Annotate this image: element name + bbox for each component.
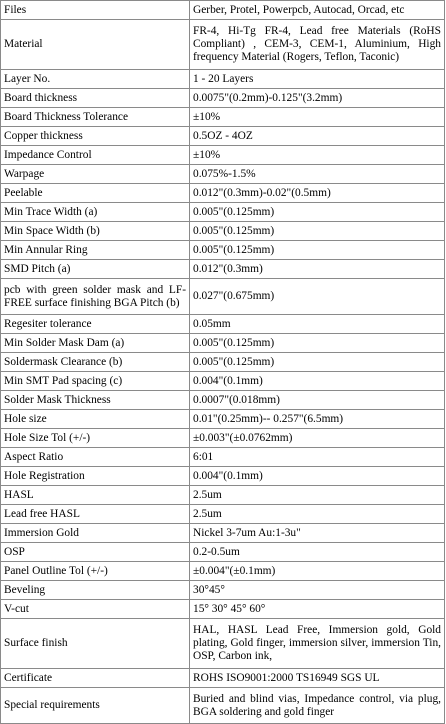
row-label: Certificate	[1, 669, 190, 688]
table-row	[1, 241, 445, 260]
row-value: 0.027"(0.675mm)	[190, 279, 445, 315]
row-label: pcb with green solder mask and LF-FREE surface finishing BGA Pitch (b)	[1, 279, 190, 315]
row-label: Min Solder Mask Dam (a)	[1, 334, 190, 353]
table-row	[1, 669, 445, 688]
row-label: V-cut	[1, 600, 190, 619]
row-label: Regesiter tolerance	[1, 315, 190, 334]
table-row	[1, 562, 445, 581]
row-label: Hole Registration	[1, 467, 190, 486]
row-label: Copper thickness	[1, 127, 190, 146]
table-row	[1, 260, 445, 279]
row-value: ±10%	[190, 146, 445, 165]
row-label: Lead free HASL	[1, 505, 190, 524]
row-value: 2.5um	[190, 505, 445, 524]
row-value: 15° 30° 45° 60°	[190, 600, 445, 619]
table-row	[1, 203, 445, 222]
row-value: 0.005"(0.125mm)	[190, 353, 445, 372]
table-row	[1, 619, 445, 669]
row-label: Beveling	[1, 581, 190, 600]
row-value: ROHS ISO9001:2000 TS16949 SGS UL	[190, 669, 445, 688]
table-row	[1, 334, 445, 353]
row-value: 0.01"(0.25mm)-- 0.257"(6.5mm)	[190, 410, 445, 429]
row-value: 1 - 20 Layers	[190, 70, 445, 89]
row-value: Buried and blind vias, Impedance control, via plug, BGA soldering and gold finger	[190, 688, 445, 724]
row-label: Min Trace Width (a)	[1, 203, 190, 222]
row-label: Impedance Control	[1, 146, 190, 165]
table-row	[1, 467, 445, 486]
table-row	[1, 315, 445, 334]
row-value: 2.5um	[190, 486, 445, 505]
table-row	[1, 184, 445, 203]
table-row	[1, 688, 445, 724]
row-label: Files	[1, 1, 190, 20]
table-row	[1, 600, 445, 619]
table-row	[1, 581, 445, 600]
row-value: Nickel 3-7um Au:1-3u"	[190, 524, 445, 543]
row-value: 0.012"(0.3mm)	[190, 260, 445, 279]
table-row	[1, 127, 445, 146]
row-value: 30°45°	[190, 581, 445, 600]
row-label: Solder Mask Thickness	[1, 391, 190, 410]
table-row	[1, 89, 445, 108]
row-value: 0.0075"(0.2mm)-0.125"(3.2mm)	[190, 89, 445, 108]
row-label: Min Annular Ring	[1, 241, 190, 260]
row-label: HASL	[1, 486, 190, 505]
table-row	[1, 524, 445, 543]
table-row	[1, 505, 445, 524]
table-row	[1, 410, 445, 429]
table-row	[1, 1, 445, 20]
row-value: ±0.003"(±0.0762mm)	[190, 429, 445, 448]
row-label: Hole Size Tol (+/-)	[1, 429, 190, 448]
row-label: Board thickness	[1, 89, 190, 108]
row-label: SMD Pitch (a)	[1, 260, 190, 279]
table-row	[1, 222, 445, 241]
table-row	[1, 70, 445, 89]
row-label: Panel Outline Tol (+/-)	[1, 562, 190, 581]
table-row	[1, 108, 445, 127]
row-value: 0.005"(0.125mm)	[190, 203, 445, 222]
row-value: HAL, HASL Lead Free, Immersion gold, Gold plating, Gold finger, immersion silver, immersion Tin, OSP, Carbon ink,	[190, 619, 445, 669]
row-label: Warpage	[1, 165, 190, 184]
row-label: OSP	[1, 543, 190, 562]
row-value: FR-4, Hi-Tg FR-4, Lead free Materials (RoHS Compliant) , CEM-3, CEM-1, Aluminium, High frequency Material (Rogers, Teflon, Taconic)	[190, 20, 445, 70]
spec-table-body	[1, 1, 445, 724]
row-label: Immersion Gold	[1, 524, 190, 543]
row-value: 0.005"(0.125mm)	[190, 334, 445, 353]
row-value: 0.2-0.5um	[190, 543, 445, 562]
row-value: Gerber, Protel, Powerpcb, Autocad, Orcad, etc	[190, 1, 445, 20]
row-label: Surface finish	[1, 619, 190, 669]
row-value: 0.004"(0.1mm)	[190, 372, 445, 391]
row-label: Aspect Ratio	[1, 448, 190, 467]
row-value: 0.05mm	[190, 315, 445, 334]
table-row	[1, 372, 445, 391]
row-label: Peelable	[1, 184, 190, 203]
table-row	[1, 279, 445, 315]
table-row	[1, 543, 445, 562]
table-row	[1, 353, 445, 372]
table-row	[1, 429, 445, 448]
row-value: 0.0007"(0.018mm)	[190, 391, 445, 410]
table-row	[1, 486, 445, 505]
row-value: 6:01	[190, 448, 445, 467]
row-label: Hole size	[1, 410, 190, 429]
row-label: Min SMT Pad spacing (c)	[1, 372, 190, 391]
row-value: ±10%	[190, 108, 445, 127]
row-value: 0.004"(0.1mm)	[190, 467, 445, 486]
row-label: Material	[1, 20, 190, 70]
row-label: Special requirements	[1, 688, 190, 724]
row-value: ±0.004"(±0.1mm)	[190, 562, 445, 581]
row-label: Soldermask Clearance (b)	[1, 353, 190, 372]
row-label: Min Space Width (b)	[1, 222, 190, 241]
row-value: 0.012"(0.3mm)-0.02"(0.5mm)	[190, 184, 445, 203]
row-value: 0.005"(0.125mm)	[190, 241, 445, 260]
table-row	[1, 165, 445, 184]
row-value: 0.075%-1.5%	[190, 165, 445, 184]
table-row	[1, 20, 445, 70]
table-row	[1, 448, 445, 467]
table-row	[1, 146, 445, 165]
row-label: Layer No.	[1, 70, 190, 89]
table-row	[1, 391, 445, 410]
row-value: 0.5OZ - 4OZ	[190, 127, 445, 146]
row-value: 0.005"(0.125mm)	[190, 222, 445, 241]
row-label: Board Thickness Tolerance	[1, 108, 190, 127]
